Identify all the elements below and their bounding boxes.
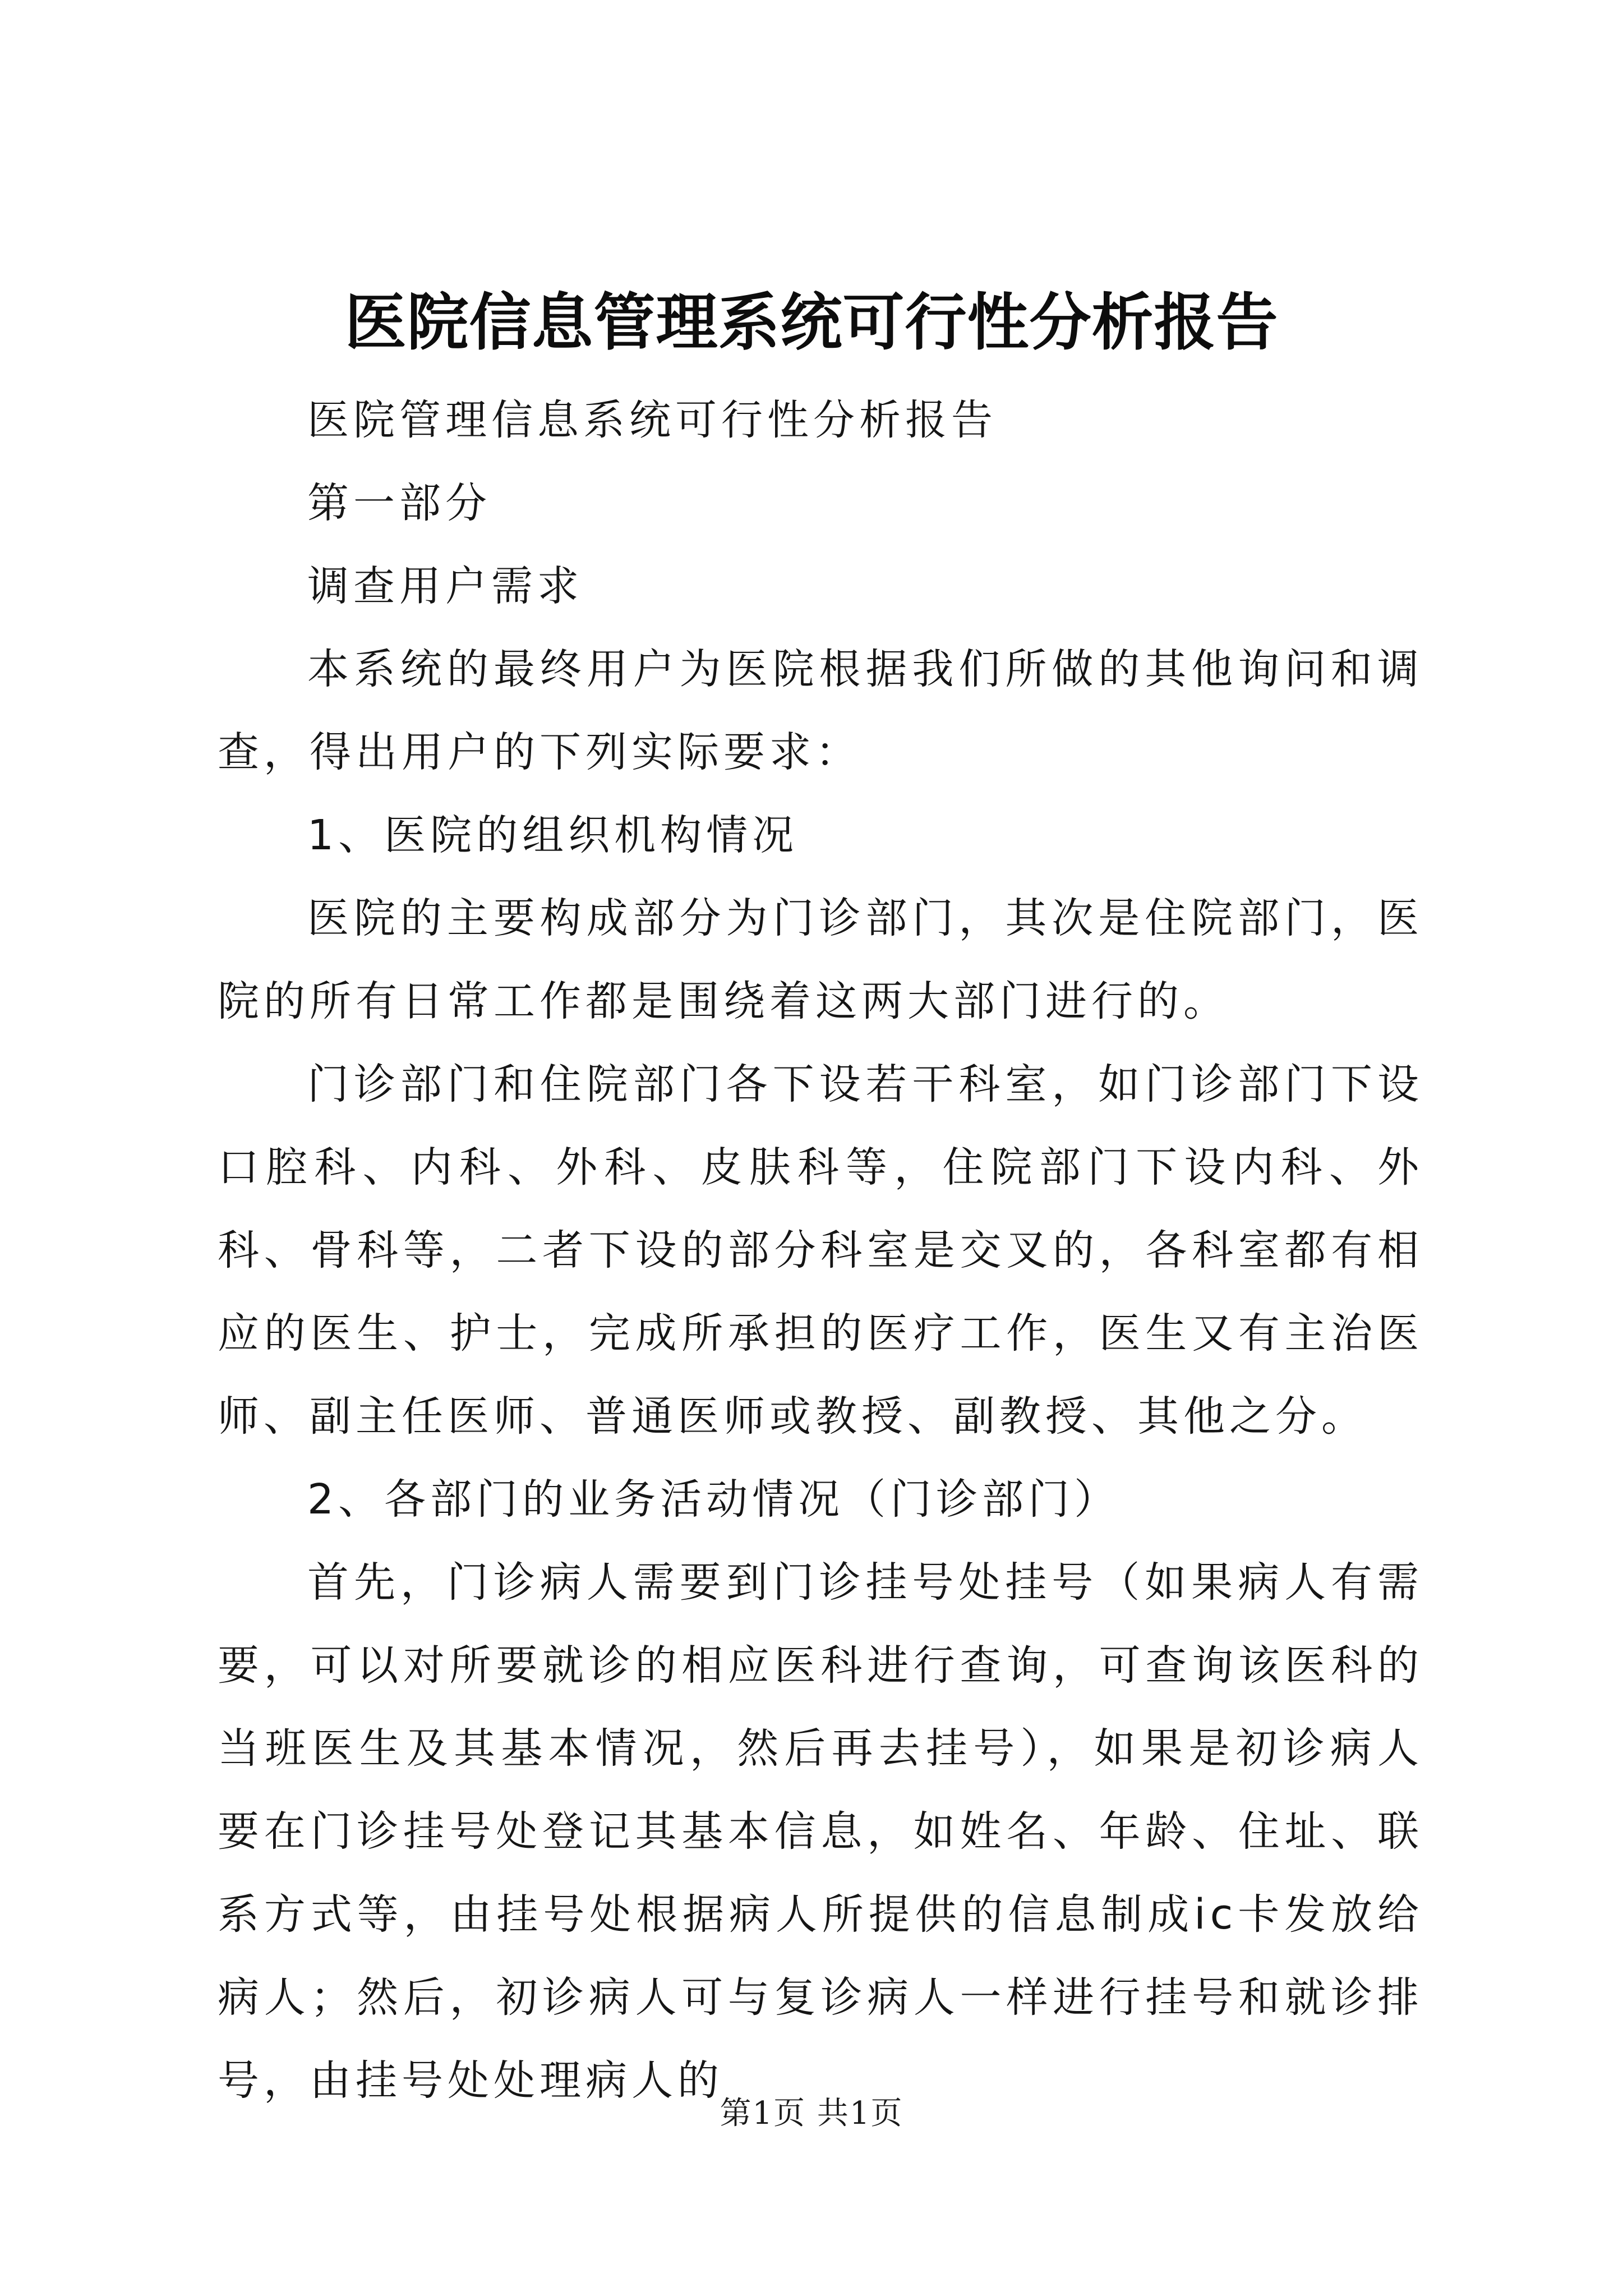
page-footer: 第1页 共1页 — [720, 2095, 903, 2132]
paragraph-part-heading: 第一部分 — [307, 479, 491, 527]
document-title: 医院信息管理系统可行性分析报告 — [344, 286, 1279, 358]
paragraph-organization: 医院的主要构成部分为门诊部门，其次是住院部门，医院的所有日常工作都是围绕着这两大部门进行的。 — [218, 894, 1423, 1025]
paragraph-section-heading: 调查用户需求 — [307, 562, 583, 610]
document-body — [218, 379, 1423, 2122]
paragraph-subtitle: 医院管理信息系统可行性分析报告 — [307, 396, 997, 444]
paragraph-departments: 门诊部门和住院部门各下设若干科室，如门诊部门下设口腔科、内科、外科、皮肤科等，住院部门下设内科、外科、骨科等，二者下设的部分科室是交叉的，各科室都有相应的医生、护士，完成所承担的医疗工作，医生又有主治医师、副主任医师、普通医师或教授、副教授、其他之分。 — [218, 1060, 1423, 1441]
paragraph-outpatient-process: 首先，门诊病人需要到门诊挂号处挂号（如果病人有需要，可以对所要就诊的相应医科进行查询，可查询该医科的当班医生及其基本情况，然后再去挂号），如果是初诊病人要在门诊挂号处登记其基本信息，如姓名、年龄、住址、联系方式等，由挂号处根据病人所提供的信息制成ic卡发放给病人；然后，初诊病人可与复诊病人一样进行挂号和就诊排号，由挂号处处理病人的 — [218, 1558, 1423, 2105]
paragraph-item-1-heading: 1、医院的组织机构情况 — [307, 811, 799, 859]
paragraph-user-requirements: 本系统的最终用户为医院根据我们所做的其他询问和调查，得出用户的下列实际要求： — [218, 645, 1423, 776]
paragraph-item-2-heading: 2、各部门的业务活动情况（门诊部门） — [307, 1475, 1121, 1524]
